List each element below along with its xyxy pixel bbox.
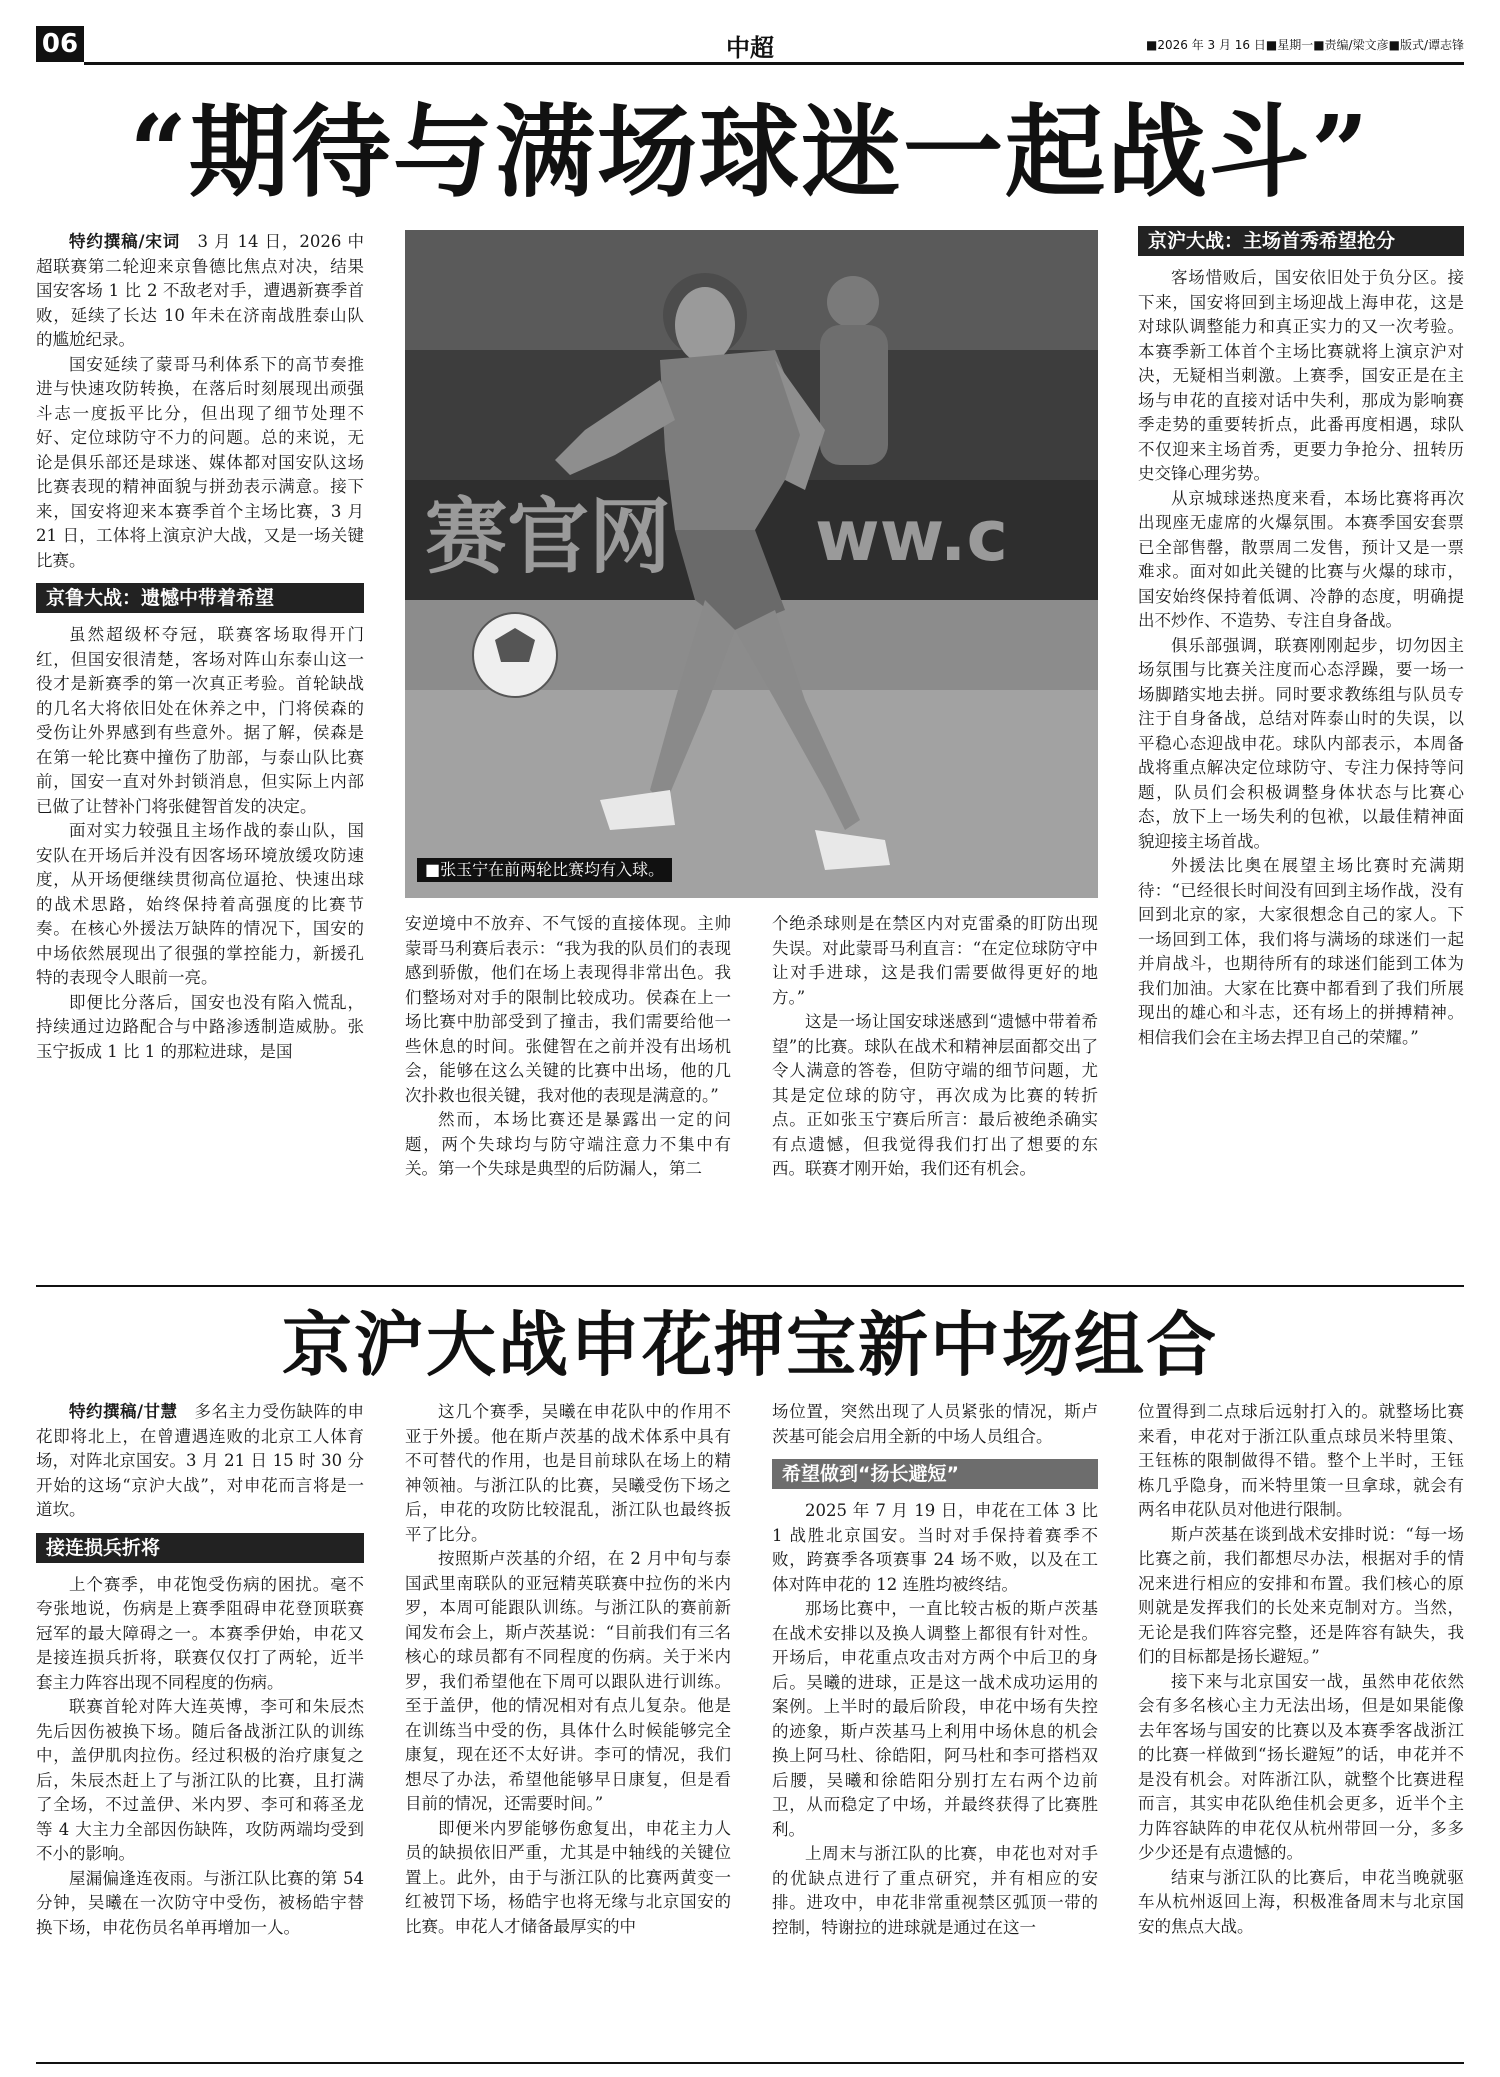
article2-column-3 bbox=[772, 1400, 1098, 1940]
article2-paragraph: 联赛首轮对阵大连英博，李可和朱辰杰先后因伤被换下场。随后备战浙江队的训练中，盖伊肌肉拉伤。经过积极的治疗康复之后，朱辰杰赶上了与浙江队的比赛，且打满了全场，不过盖伊、米内罗、李可和蒋圣龙等 4 大主力全部因伤缺阵，攻防两端均受到不小的影响。 bbox=[36, 1697, 364, 1863]
date-line: ■2026 年 3 月 16 日■星期一■责编/梁文彦■版式/谭志锋 bbox=[1146, 38, 1464, 52]
article2-paragraph: 屋漏偏逢连夜雨。与浙江队比赛的第 54 分钟，吴曦在一次防守中受伤，被杨皓宇替换下场，申花伤员名单再增加一人。 bbox=[36, 1868, 364, 1937]
article1-headline: “期待与满场球迷一起战斗” bbox=[129, 93, 1371, 211]
article1-byline: 特约撰稿/宋词 bbox=[69, 232, 181, 251]
article1-paragraph: 从京城球迷热度来看，本场比赛将再次出现座无虚席的火爆氛围。本赛季国安套票已全部售罄，散票周二发售，预计又是一票难求。面对如此关键的比赛与火爆的球市，国安始终保持着低调、冷静的态度，明确提出不炒作、不造势、专注自身备战。 bbox=[1138, 488, 1464, 630]
photo-caption: ■张玉宁在前两轮比赛均有入球。 bbox=[417, 858, 672, 882]
article2-headline: 京沪大战申花押宝新中场组合 bbox=[282, 1304, 1218, 1386]
article2-paragraph: 场位置，突然出现了人员紧张的情况，斯卢茨基可能会启用全新的中场人员组合。 bbox=[772, 1402, 1098, 1446]
article2-paragraph: 即便米内罗能够伤愈复出，申花主力人员的缺损依旧严重，尤其是中轴线的关键位置上。此外，由于与浙江队的比赛两黄变一红被罚下场，杨皓宇也将无缘与北京国安的比赛。申花人才储备最厚实的中 bbox=[405, 1818, 731, 1936]
article2-paragraph: 2025 年 7 月 19 日，申花在工体 3 比 1 战胜北京国安。当时对手保持着赛季不败，跨赛季各项赛事 24 场不败，以及在工体对阵申花的 12 连胜均被终结。 bbox=[772, 1501, 1098, 1594]
section-name: 中超 bbox=[726, 34, 774, 62]
article2-paragraph: 结束与浙江队的比赛后，申花当晚就驱车从杭州返回上海，积极准备周末与北京国安的焦点大战。 bbox=[1138, 1867, 1464, 1936]
article1-paragraph: 俱乐部强调，联赛刚刚起步，切勿因主场氛围与比赛关注度而心态浮躁，要一场一场脚踏实地去拼。同时要求教练组与队员专注于自身备战，总结对阵泰山时的失误，以平稳心态迎战申花。球队内部表示，本周备战将重点解决定位球防守、专注力保持等问题，队员们会积极调整身体状态与比赛心态，放下上一场失利的包袱，以最佳精神面貌迎接主场首战。 bbox=[1138, 635, 1464, 851]
article1-column-1 bbox=[36, 230, 364, 1064]
article2-paragraph: 上个赛季，申花饱受伤病的困扰。毫不夸张地说，伤病是上赛季阻碍申花登顶联赛冠军的最大障碍之一。本赛季伊始，申花又是接连损兵折将，联赛仅仅打了两轮，近半套主力阵容出现不同程度的伤病。 bbox=[36, 1574, 364, 1692]
article2-byline: 特约撰稿/甘慧 bbox=[69, 1402, 178, 1421]
article1-paragraph: 客场惜败后，国安依旧处于负分区。接下来，国安将回到主场迎战上海申花，这是对球队调整能力和真正实力的又一次考验。本赛季新工体首个主场比赛就将上演京沪对决，无疑相当刺激。上赛季，国安正是在主场与申花的直接对话中失利，那成为影响赛季走势的重要转折点，此番再度相遇，球队不仅迎来主场首秀，更要力争抢分、扭转历史交锋心理劣势。 bbox=[1138, 268, 1464, 483]
article2-paragraph: 上周末与浙江队的比赛，申花也对对手的优缺点进行了重点研究，并有相应的安排。进攻中，申花非常重视禁区弧顶一带的控制，特谢拉的进球就是通过在这一 bbox=[772, 1844, 1098, 1937]
article1-subhead-1: 京鲁大战：遗憾中带着希望 bbox=[36, 583, 364, 613]
article2-subhead-1: 接连损兵折将 bbox=[36, 1533, 364, 1563]
svg-text:赛官网: 赛官网 bbox=[425, 490, 672, 585]
article2-paragraph: 特约撰稿/甘慧 多名主力受伤缺阵的申花即将北上，在曾遭遇连败的北京工人体育场，对阵北京国安。3 月 21 日 15 时 30 分开始的这场“京沪大战”，对申花而言将是一道坎。 bbox=[36, 1402, 364, 1519]
article-divider bbox=[36, 1285, 1464, 1287]
article1-paragraph: 国安延续了蒙哥马利体系下的高节奏推进与快速攻防转换，在落后时刻展现出顽强斗志一度扳平比分，但出现了细节处理不好、定位球防守不力的问题。总的来说，无论是俱乐部还是球迷、媒体都对国安队这场比赛表现的精神面貌与拼劲表示满意。接下来，国安将迎来本赛季首个主场比赛，3 月 21 日，工体将上演京沪大战，又是一场关键比赛。 bbox=[36, 354, 364, 570]
article1-paragraph: 特约撰稿/宋词 3 月 14 日，2026 中超联赛第二轮迎来京鲁德比焦点对决，结果国安客场 1 比 2 不敌老对手，遭遇新赛季首败，延续了长达 10 年未在济南战胜泰山队的尴尬纪录。 bbox=[36, 232, 364, 349]
article1-paragraph: 这是一场让国安球迷感到“遗憾中带着希望”的比赛。球队在战术和精神层面都交出了令人满意的答卷，但防守端的细节问题，尤其是定位球的防守，再次成为比赛的转折点。正如张玉宁赛后所言：最后被绝杀确实有点遗憾，但我觉得我们打出了想要的东西。联赛才刚开始，我们还有机会。 bbox=[772, 1012, 1098, 1178]
header-rule bbox=[84, 62, 1464, 65]
article1-paragraph: 即便比分落后，国安也没有陷入慌乱，持续通过边路配合与中路渗透制造威胁。张玉宁扳成 1 比 1 的那粒进球，是国 bbox=[36, 992, 364, 1061]
article2-column-4 bbox=[1138, 1400, 1464, 1939]
article1-column-4 bbox=[1138, 226, 1464, 1050]
article1-paragraph: 面对实力较强且主场作战的泰山队，国安队在开场后并没有因客场环境放缓攻防速度，从开场便继续贯彻高位逼抢、快速出球的战术思路，始终保持着高强度的比赛节奏。在核心外援法万缺阵的情况下，国安的中场依然展现出了很强的掌控能力，新援孔特的表现令人眼前一亮。 bbox=[36, 821, 364, 987]
article2-paragraph: 按照斯卢茨基的介绍，在 2 月中旬与泰国武里南联队的亚冠精英联赛中拉伤的米内罗，本周可能跟队训练。与浙江队的赛前新闻发布会上，斯卢茨基说：“目前我们有三名核心的球员都有不同程度的伤病。关于米内罗，我们希望他在下周可以跟队进行训练。至于盖伊，他的情况相对有点儿复杂。他是在训练当中受的伤，具体什么时候能够完全康复，现在还不太好讲。李可的情况，我们想尽了办法，希望他能够早日康复，但是看目前的情况，还需要时间。” bbox=[405, 1549, 731, 1813]
page-header bbox=[36, 26, 1464, 66]
svg-text:ww.c: ww.c bbox=[815, 495, 1008, 577]
article1-subhead-2: 京沪大战：主场首秀希望抢分 bbox=[1138, 226, 1464, 256]
article2-column-2 bbox=[405, 1400, 731, 1939]
article2-column-1 bbox=[36, 1400, 364, 1940]
article1-column-3 bbox=[772, 912, 1098, 1182]
article2-paragraph: 位置得到二点球后远射打入的。就整场比赛来看，申花对于浙江队重点球员米特里策、王钰栋的限制做得不错。整个上半时，王钰栋几乎隐身，而米特里策一旦拿球，就会有两名申花队员对他进行限制。 bbox=[1138, 1402, 1464, 1519]
soccer-player-image bbox=[405, 230, 1098, 898]
article1-paragraph: 然而，本场比赛还是暴露出一定的问题，两个失球均与防守端注意力不集中有关。第一个失球是典型的后防漏人，第二 bbox=[405, 1110, 731, 1178]
article2-paragraph: 那场比赛中，一直比较古板的斯卢茨基在战术安排以及换人调整上都很有针对性。开场后，申花重点攻击对方两个中后卫的身后。吴曦的进球，正是这一战术成功运用的案例。上半时的最后阶段，申花中场有失控的迹象，斯卢茨基马上利用中场休息的机会换上阿马杜、徐皓阳，阿马杜和李可搭档双后腰，吴曦和徐皓阳分别打左右两个边前卫，从而稳定了中场，并最终获得了比赛胜利。 bbox=[772, 1599, 1098, 1839]
article1-column-2 bbox=[405, 912, 731, 1182]
article2-paragraph: 接下来与北京国安一战，虽然申花依然会有多名核心主力无法出场，但是如果能像去年客场与国安的比赛以及本赛季客战浙江的比赛一样做到“扬长避短”的话，申花并不是没有机会。对阵浙江队，就整个比赛进程而言，其实申花队绝佳机会更多，近半个主力阵容缺阵的申花仅从杭州带回一分，多多少少还是有点遗憾的。 bbox=[1138, 1671, 1464, 1862]
article1-paragraph: 个绝杀球则是在禁区内对克雷桑的盯防出现失误。对此蒙哥马利直言：“在定位球防守中让对手进球，这是我们需要做得更好的地方。” bbox=[772, 914, 1098, 1007]
article1-paragraph: 外援法比奥在展望主场比赛时充满期待：“已经很长时间没有回到主场作战，没有回到北京的家，大家很想念自己的家人。下一场回到工体，我们将与满场的球迷们一起并肩战斗，也期待所有的球迷们能到工体为我们加油。大家在比赛中都看到了我们所展现出的雄心和斗志，还有场上的拼搏精神。相信我们会在主场去捍卫自己的荣耀。” bbox=[1138, 856, 1464, 1047]
article2-paragraph: 这几个赛季，吴曦在申花队中的作用不亚于外援。他在斯卢茨基的战术体系中具有不可替代的作用，也是目前球队在场上的精神领袖。与浙江队的比赛，吴曦受伤下场之后，申花的攻防比较混乱，浙江队也最终扳平了比分。 bbox=[405, 1402, 731, 1544]
article1-photo bbox=[405, 230, 1098, 898]
bottom-rule bbox=[36, 2062, 1464, 2064]
article2-subhead-2: 希望做到“扬长避短” bbox=[772, 1459, 1098, 1489]
page-number: 06 bbox=[36, 26, 84, 62]
article1-paragraph: 虽然超级杯夺冠，联赛客场取得开门红，但国安很清楚，客场对阵山东泰山这一役才是新赛季的第一次真正考验。首轮缺战的几名大将依旧处在休养之中，门将侯森的受伤让外界感到有些意外。据了解，侯森是在第一轮比赛中撞伤了肋部，与泰山队比赛前，国安一直对外封锁消息，但实际上内部已做了让替补门将张健智首发的决定。 bbox=[36, 625, 364, 816]
article2-paragraph: 斯卢茨基在谈到战术安排时说：“每一场比赛之前，我们都想尽办法，根据对手的情况来进行相应的安排和布置。我们核心的原则就是发挥我们的长处来克制对方。当然，无论是我们阵容完整，还是阵容有缺失，我们的目标都是扬长避短。” bbox=[1138, 1524, 1464, 1666]
article1-paragraph: 安逆境中不放弃、不气馁的直接体现。主帅蒙哥马利赛后表示：“我为我的队员们的表现感到骄傲，他们在场上表现得非常出色。我们整场对对手的限制比较成功。侯森在上一场比赛中肋部受到了撞击，我们需要给他一些休息的时间。张健智在之前并没有出场机会，能够在这么关键的比赛中出场，他的几次扑救也很关键，我对他的表现是满意的。” bbox=[405, 914, 731, 1105]
